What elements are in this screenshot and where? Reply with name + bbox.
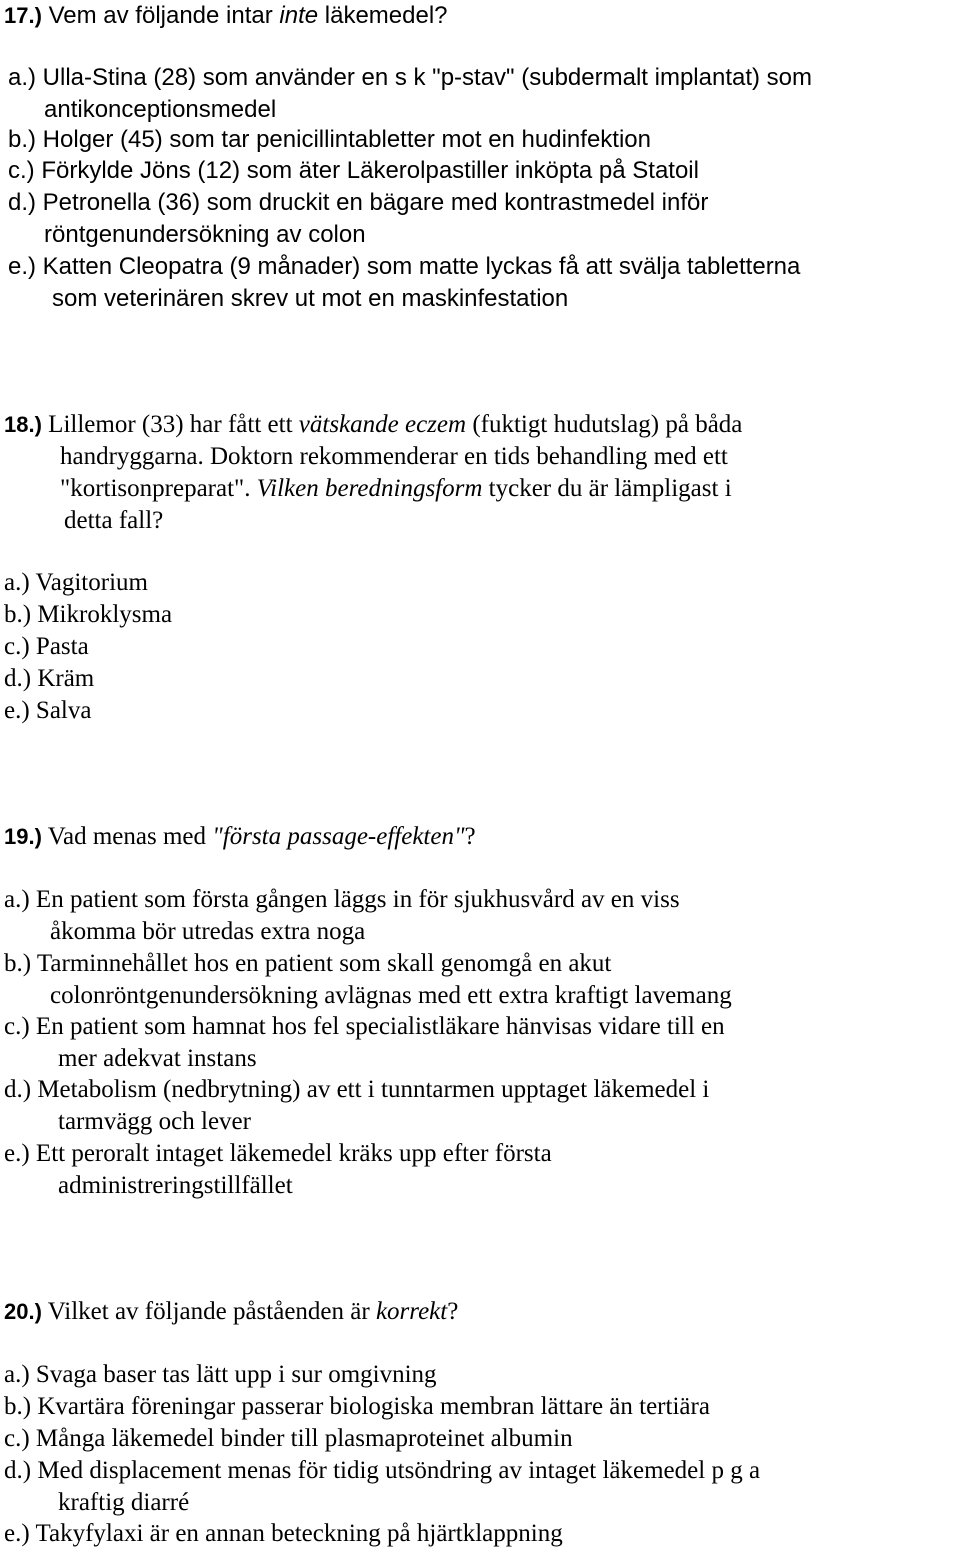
question-18-text-end: (fuktigt hudutslag) på båda	[466, 411, 743, 438]
question-18-line-3-text-end: tycker du är lämpligast i	[482, 475, 732, 502]
question-17-text: Vem av följande intar	[41, 2, 280, 29]
q17-option-d-cont: röntgenundersökning av colon	[44, 221, 366, 248]
q20-option-e: e.) Takyfylaxi är en annan beteckning på hjärtklappning	[4, 1520, 563, 1547]
q17-option-a-cont: antikonceptionsmedel	[44, 96, 277, 123]
q18-option-e: e.) Salva	[4, 697, 92, 724]
q19-option-d-cont: tarmvägg och lever	[58, 1108, 251, 1135]
question-18-emphasis: vätskande eczem	[298, 411, 467, 438]
q19-option-a: a.) En patient som första gången läggs in för sjukhusvård av en viss	[4, 886, 680, 913]
question-19-prompt	[4, 821, 476, 853]
question-18-line-3-text: "kortisonpreparat".	[60, 475, 257, 502]
q18-option-b: b.) Mikroklysma	[4, 601, 173, 628]
q17-option-a: a.) Ulla-Stina (28) som använder en s k "p-stav" (subdermalt implantat) som	[8, 64, 813, 91]
question-18-text: Lillemor (33) har fått ett	[41, 411, 299, 438]
question-18-line-3-emphasis: Vilken beredningsform	[256, 475, 483, 502]
q19-option-b-cont: colonröntgenundersökning avlägnas med ett extra kraftigt lavemang	[50, 982, 732, 1009]
question-20-emphasis: korrekt	[375, 1298, 448, 1325]
q19-option-c-cont: mer adekvat instans	[58, 1045, 257, 1072]
q19-option-a-cont: åkomma bör utredas extra noga	[50, 918, 366, 945]
q19-option-e: e.) Ett peroralt intaget läkemedel kräks upp efter första	[4, 1140, 552, 1167]
question-19-text: Vad menas med	[41, 823, 213, 850]
question-17-prompt	[4, 0, 448, 32]
q18-option-c: c.) Pasta	[4, 633, 89, 660]
q18-option-a: a.) Vagitorium	[4, 569, 148, 596]
question-18-number: 18.)	[4, 412, 42, 437]
q19-option-c: c.) En patient som hamnat hos fel specialistläkare hänvisas vidare till en	[4, 1013, 725, 1040]
question-17-number: 17.)	[4, 3, 42, 28]
q19-option-e-cont: administreringstillfället	[58, 1172, 293, 1199]
question-20-prompt	[4, 1296, 458, 1328]
q20-option-d-cont: kraftig diarré	[58, 1489, 190, 1516]
q20-option-b: b.) Kvartära föreningar passerar biologiska membran lättare än tertiära	[4, 1393, 710, 1420]
question-18-prompt	[4, 409, 742, 441]
q20-option-c: c.) Många läkemedel binder till plasmaproteinet albumin	[4, 1425, 573, 1452]
question-19-text-end: ?	[464, 823, 476, 850]
q17-option-e-cont: som veterinären skrev ut mot en maskinfestation	[52, 285, 569, 312]
q20-option-a: a.) Svaga baser tas lätt upp i sur omgivning	[4, 1361, 437, 1388]
q18-option-d: d.) Kräm	[4, 665, 95, 692]
q20-option-d: d.) Med displacement menas för tidig utsöndring av intaget läkemedel p g a	[4, 1457, 761, 1484]
q19-option-b: b.) Tarminnehållet hos en patient som skall genomgå en akut	[4, 950, 612, 977]
question-19-emphasis: "första passage-effekten"	[212, 823, 465, 850]
question-20-text-end: ?	[447, 1298, 459, 1325]
q17-option-d: d.) Petronella (36) som druckit en bägare med kontrastmedel inför	[8, 189, 709, 216]
question-17-emphasis: inte	[279, 2, 319, 29]
question-18-line-4: detta fall?	[64, 507, 164, 534]
question-18-line-2: handryggarna. Doktorn rekommenderar en tids behandling med ett	[60, 443, 728, 470]
question-20-text: Vilket av följande påståenden är	[41, 1298, 376, 1325]
q17-option-b: b.) Holger (45) som tar penicillintabletter mot en hudinfektion	[8, 126, 651, 153]
q17-option-e: e.) Katten Cleopatra (9 månader) som matte lyckas få att svälja tabletterna	[8, 253, 801, 280]
question-17-text-end: läkemedel?	[318, 2, 448, 29]
question-20-number: 20.)	[4, 1299, 42, 1324]
question-18-line-3	[60, 473, 732, 505]
q19-option-d: d.) Metabolism (nedbrytning) av ett i tunntarmen upptaget läkemedel i	[4, 1076, 710, 1103]
question-19-number: 19.)	[4, 824, 42, 849]
q17-option-c: c.) Förkylde Jöns (12) som äter Läkerolpastiller inköpta på Statoil	[8, 157, 699, 184]
